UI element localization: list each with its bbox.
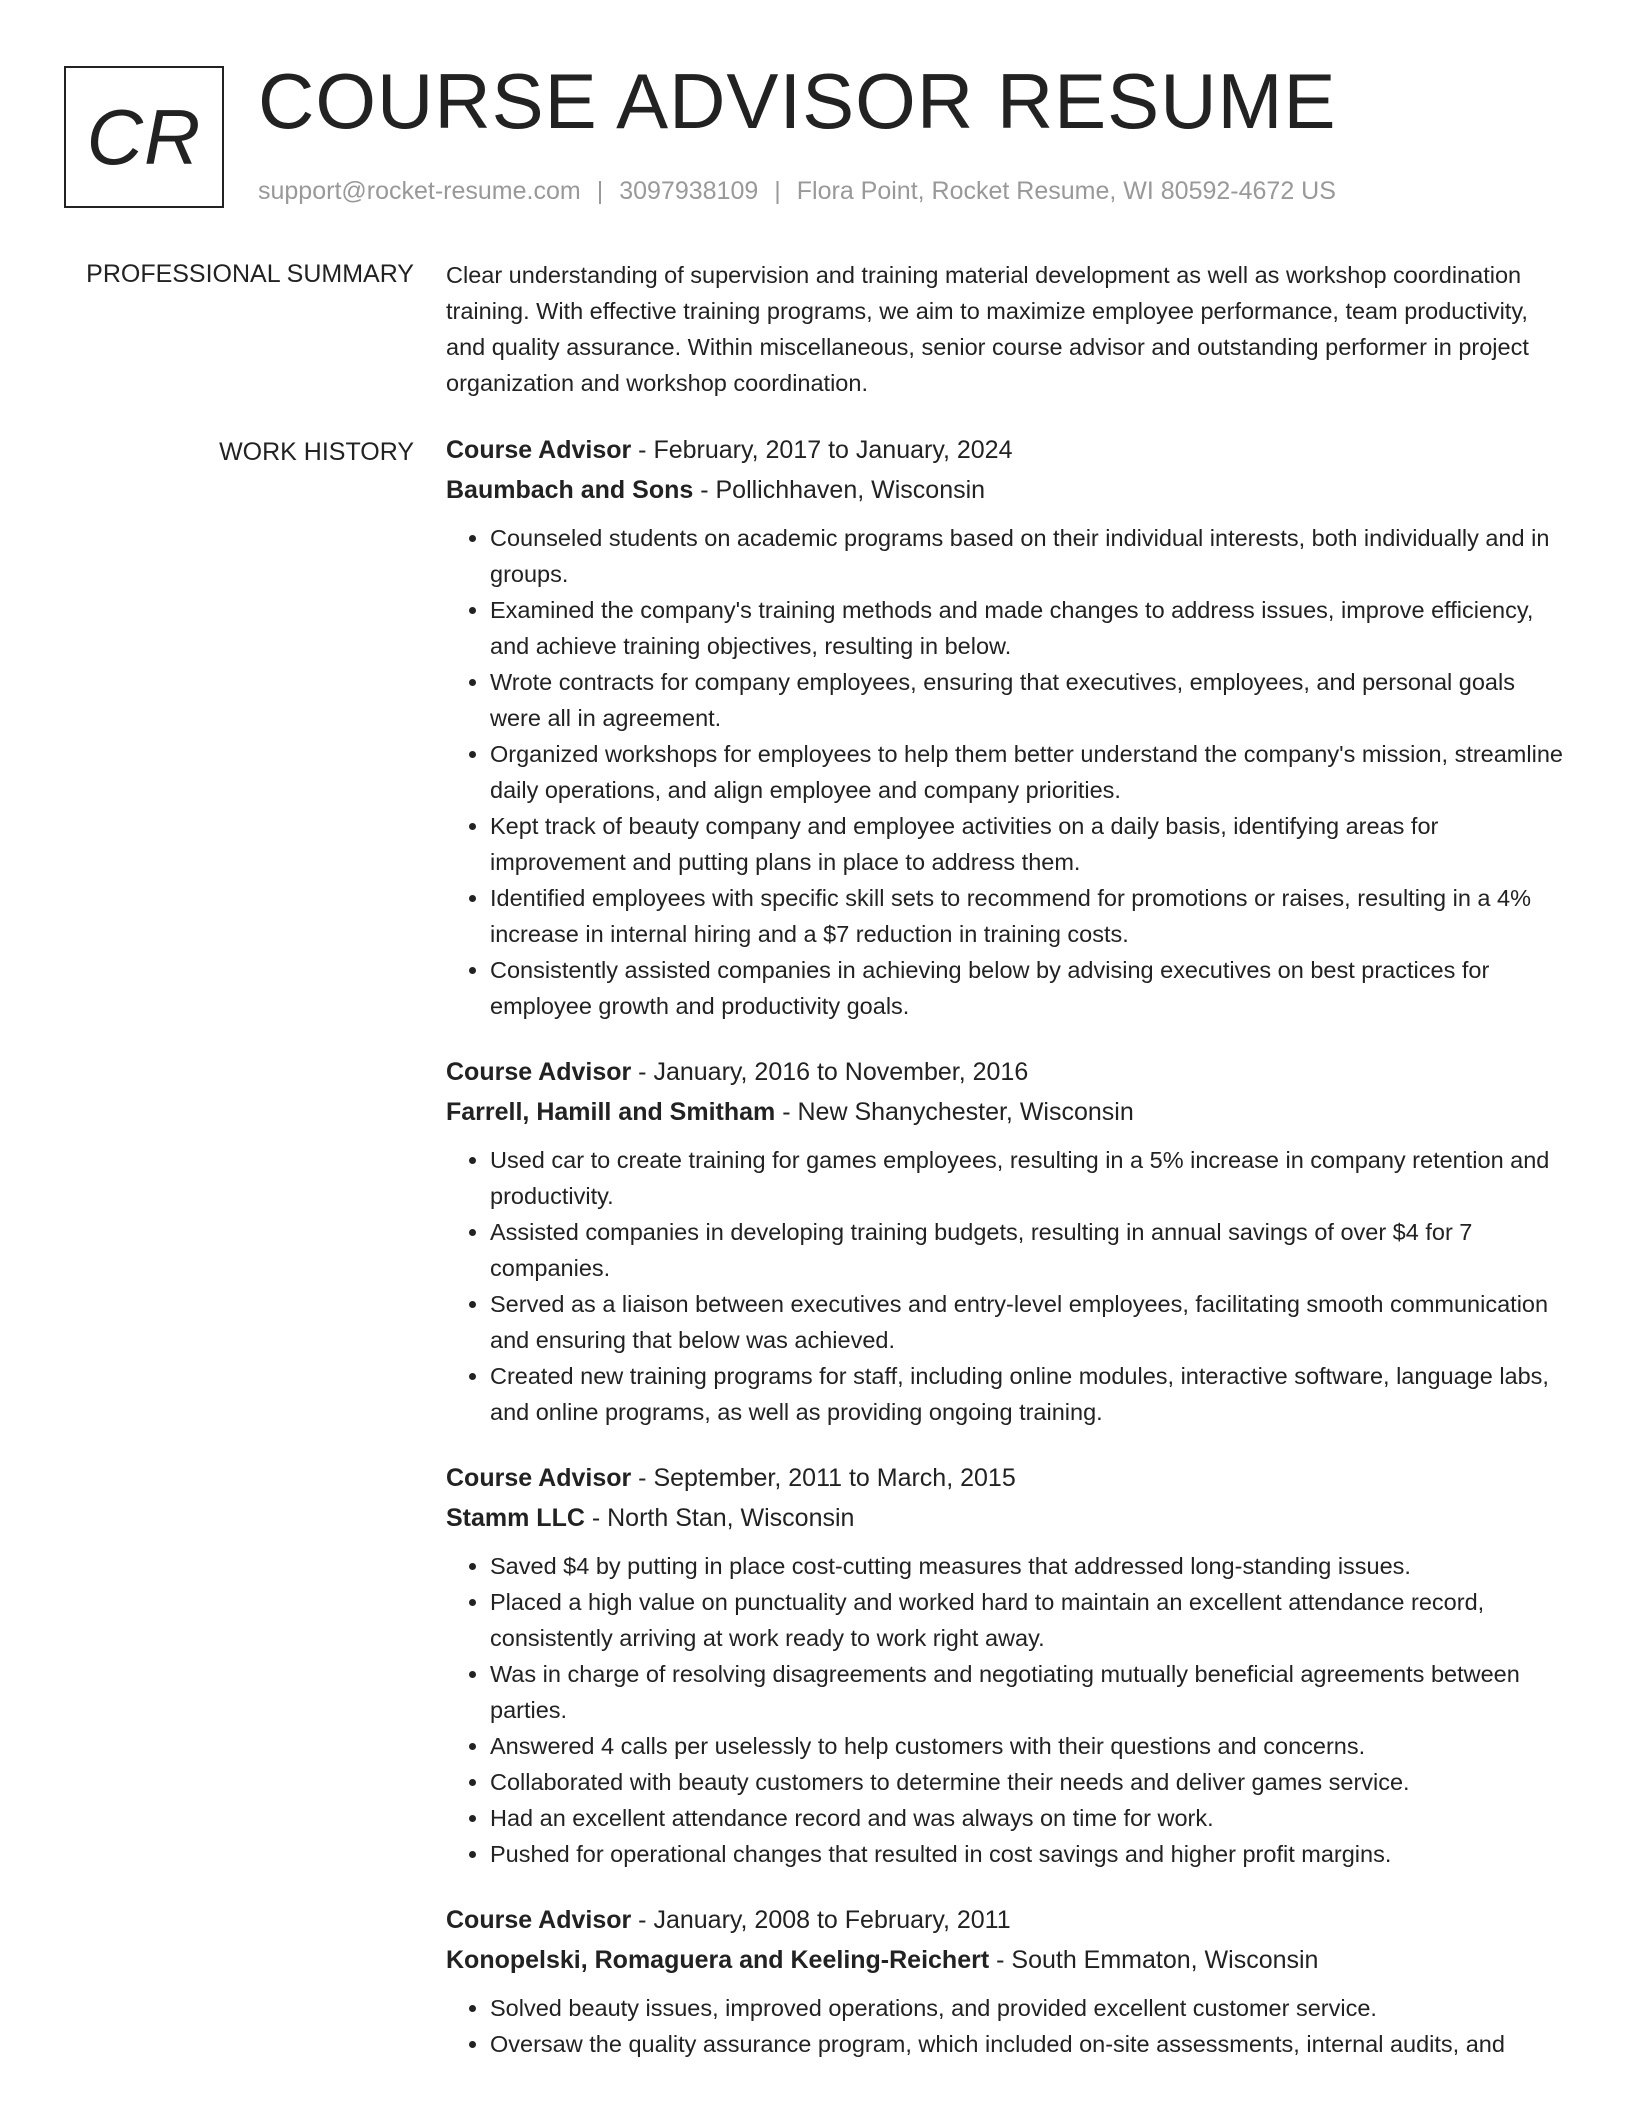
job-bullet: • Used car to create training for games employees, resulting in a 5% increase in company retention and productivity. bbox=[490, 1142, 1566, 1214]
job-dates: January, 2008 to February, 2011 bbox=[653, 1906, 1011, 1934]
job-dash: - bbox=[631, 1464, 654, 1492]
contact-phone: 3097938109 bbox=[619, 177, 759, 205]
job-bullet-list bbox=[446, 1142, 1566, 1430]
job-bullet: • Counseled students on academic programs based on their individual interests, both individually and in groups. bbox=[490, 520, 1566, 592]
job-bullet: • Served as a liaison between executives and entry-level employees, facilitating smooth communication and ensuring that below was achieved. bbox=[490, 1286, 1566, 1358]
job-dates: February, 2017 to January, 2024 bbox=[653, 436, 1013, 464]
job-title: Course Advisor bbox=[446, 436, 632, 464]
job-bullet: • Created new training programs for staff, including online modules, interactive software, language labs, and online programs, as well as providing ongoing training. bbox=[490, 1358, 1566, 1430]
job-bullet: • Organized workshops for employees to help them better understand the company's mission, streamline daily operations, and align employee and company priorities. bbox=[490, 736, 1566, 808]
job-dates: September, 2011 to March, 2015 bbox=[653, 1464, 1016, 1492]
job-bullet-list bbox=[446, 1990, 1566, 2062]
job-dash: - bbox=[693, 476, 716, 504]
job-dash: - bbox=[631, 1906, 654, 1934]
contact-line bbox=[258, 174, 1336, 208]
job-title: Course Advisor bbox=[446, 1906, 632, 1934]
job-bullet: • Placed a high value on punctuality and worked hard to maintain an excellent attendance record, consistently arriving at work ready to work right away. bbox=[490, 1584, 1566, 1656]
job-bullet: • Oversaw the quality assurance program, which included on-site assessments, internal audits, and bbox=[490, 2026, 1566, 2062]
job-location: North Stan, Wisconsin bbox=[607, 1504, 855, 1532]
monogram-logo bbox=[64, 66, 224, 208]
job-company: Stamm LLC bbox=[446, 1504, 585, 1532]
job-title-line bbox=[446, 1900, 1566, 1940]
summary-text: Clear understanding of supervision and training material development as well as workshop coordination training. With effective training programs, we aim to maximize employee performance, team productivity, and quality assurance. Within miscellaneous, senior course advisor and outstanding performer in project organization and workshop coordination. bbox=[446, 262, 1529, 396]
job-dash: - bbox=[631, 1058, 654, 1086]
job-location: New Shanychester, Wisconsin bbox=[797, 1098, 1134, 1126]
resume-title: COURSE ADVISOR RESUME bbox=[258, 57, 1337, 145]
job-bullet-list bbox=[446, 1548, 1566, 1872]
job-bullet: • Saved $4 by putting in place cost-cutting measures that addressed long-standing issues. bbox=[490, 1548, 1566, 1584]
job-company-line bbox=[446, 1498, 1566, 1538]
summary-body bbox=[446, 257, 1566, 401]
monogram-text: CR bbox=[86, 92, 202, 181]
contact-separator: | bbox=[596, 177, 604, 205]
job-dash: - bbox=[989, 1946, 1012, 1974]
section-label-work-history: WORK HISTORY bbox=[219, 438, 414, 466]
job-bullet: • Consistently assisted companies in achieving below by advising executives on best practices for employee growth and productivity goals. bbox=[490, 952, 1566, 1024]
contact-email: support@rocket-resume.com bbox=[258, 177, 581, 205]
job-bullet: • Was in charge of resolving disagreements and negotiating mutually beneficial agreements between parties. bbox=[490, 1656, 1566, 1728]
job-company: Konopelski, Romaguera and Keeling-Reichert bbox=[446, 1946, 990, 1974]
job-location: South Emmaton, Wisconsin bbox=[1011, 1946, 1319, 1974]
job-company-line bbox=[446, 470, 1566, 510]
job-title-line bbox=[446, 1052, 1566, 1092]
contact-address: Flora Point, Rocket Resume, WI 80592-4672 US bbox=[796, 177, 1336, 205]
section-label-summary: PROFESSIONAL SUMMARY bbox=[86, 260, 414, 288]
job-title-line bbox=[446, 1458, 1566, 1498]
job-company: Farrell, Hamill and Smitham bbox=[446, 1098, 776, 1126]
job-entry bbox=[446, 1458, 1566, 1872]
job-bullet: • Kept track of beauty company and employee activities on a daily basis, identifying areas for improvement and putting plans in place to address them. bbox=[490, 808, 1566, 880]
contact-separator: | bbox=[774, 177, 781, 205]
job-entry bbox=[446, 1052, 1566, 1430]
job-entry bbox=[446, 430, 1566, 1024]
job-bullet: • Assisted companies in developing training budgets, resulting in annual savings of over $4 for 7 companies. bbox=[490, 1214, 1566, 1286]
work-history-body bbox=[446, 430, 1566, 2090]
job-company-line bbox=[446, 1092, 1566, 1132]
job-title: Course Advisor bbox=[446, 1058, 632, 1086]
job-bullet: • Pushed for operational changes that resulted in cost savings and higher profit margins. bbox=[490, 1836, 1566, 1872]
job-bullet: • Answered 4 calls per uselessly to help customers with their questions and concerns. bbox=[490, 1728, 1566, 1764]
job-bullet: • Examined the company's training methods and made changes to address issues, improve efficiency, and achieve training objectives, resulting in below. bbox=[490, 592, 1566, 664]
job-dash: - bbox=[584, 1504, 608, 1532]
job-bullet: • Collaborated with beauty customers to determine their needs and deliver games service. bbox=[490, 1764, 1566, 1800]
job-dash: - bbox=[631, 436, 654, 464]
job-company-line bbox=[446, 1940, 1566, 1980]
job-title-line bbox=[446, 430, 1566, 470]
job-dash: - bbox=[775, 1098, 798, 1126]
job-dates: January, 2016 to November, 2016 bbox=[653, 1058, 1029, 1086]
job-location: Pollichhaven, Wisconsin bbox=[715, 476, 986, 504]
job-bullet: • Had an excellent attendance record and was always on time for work. bbox=[490, 1800, 1566, 1836]
job-bullet: • Solved beauty issues, improved operations, and provided excellent customer service. bbox=[490, 1990, 1566, 2026]
job-title: Course Advisor bbox=[446, 1464, 632, 1492]
job-company: Baumbach and Sons bbox=[446, 476, 694, 504]
job-bullet: • Identified employees with specific skill sets to recommend for promotions or raises, resulting in a 4% increase in internal hiring and a $7 reduction in training costs. bbox=[490, 880, 1566, 952]
job-bullet-list bbox=[446, 520, 1566, 1024]
job-entry bbox=[446, 1900, 1566, 2062]
job-bullet: • Wrote contracts for company employees, ensuring that executives, employees, and personal goals were all in agreement. bbox=[490, 664, 1566, 736]
